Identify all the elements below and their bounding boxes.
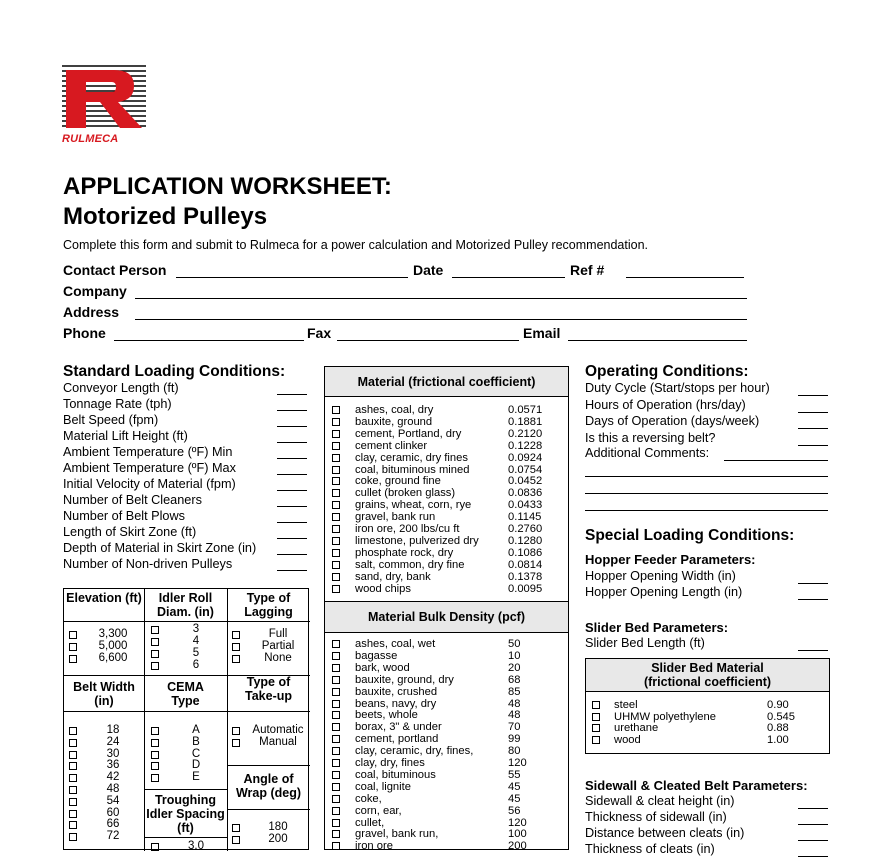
bulk-density-value: 45	[508, 780, 521, 793]
comments-field-1[interactable]	[724, 460, 828, 461]
material-checkbox[interactable]	[332, 430, 340, 438]
operating-item-label: Hours of Operation (hrs/day)	[585, 397, 746, 412]
material-coefficient: 0.0836	[508, 487, 543, 500]
bulk-density-value: 70	[508, 721, 521, 734]
bulk-material-name: ashes, coal, wet	[355, 638, 436, 650]
material-coefficient: 0.1881	[508, 415, 543, 428]
bulk-checkbox[interactable]	[332, 735, 340, 743]
beltwidth-checkbox[interactable]	[69, 739, 77, 747]
material-name: salt, common, dry fine	[355, 558, 465, 571]
troughing-option: 3.0	[188, 840, 204, 852]
comments-field-2[interactable]	[585, 476, 828, 477]
beltwidth-option: 60	[106, 806, 120, 819]
slider-checkbox[interactable]	[592, 701, 600, 709]
cema-checkbox[interactable]	[151, 762, 159, 770]
standard-item-label: Ambient Temperature (ºF) Min	[63, 445, 233, 459]
material-coefficient: 0.0814	[508, 558, 543, 571]
bulk-density-value: 99	[508, 733, 521, 746]
cema-option: A	[192, 724, 200, 736]
material-name: clay, ceramic, dry fines	[355, 451, 468, 464]
material-name: phosphate rock, dry	[355, 546, 454, 559]
comments-field-3[interactable]	[585, 493, 828, 494]
bulk-density-value: 120	[508, 757, 527, 769]
standard-item-label: Number of Non-driven Pulleys	[63, 557, 233, 571]
wrap-header: Angle of Wrap (deg)	[235, 772, 302, 800]
material-checkbox[interactable]	[332, 549, 340, 557]
standard-item-label: Conveyor Length (ft)	[63, 381, 179, 395]
standard-item-field[interactable]	[277, 410, 307, 411]
standard-item-field[interactable]	[277, 522, 307, 523]
material-coefficient: 0.1228	[508, 439, 543, 452]
standard-item-label: Tonnage Rate (tph)	[63, 397, 172, 411]
cema-option: D	[191, 759, 201, 772]
beltwidth-option: 18	[106, 724, 120, 736]
material-name: wood chips	[355, 582, 411, 595]
cema-option: E	[192, 771, 200, 784]
idler-header: Idler Roll Diam. (in)	[157, 591, 214, 619]
bulk-checkbox[interactable]	[332, 652, 340, 660]
elevation-checkbox[interactable]	[69, 655, 77, 663]
sidewall-item-field[interactable]	[798, 824, 828, 825]
bulk-checkbox[interactable]	[332, 676, 340, 684]
bulk-checkbox[interactable]	[332, 688, 340, 696]
standard-item-label: Material Lift Height (ft)	[63, 429, 188, 443]
phone-label: Phone	[63, 325, 106, 341]
bulk-density-value: 50	[508, 638, 521, 650]
standard-item-field[interactable]	[277, 426, 307, 427]
cema-checkbox[interactable]	[151, 751, 159, 759]
material-coefficient: 0.2120	[508, 427, 543, 440]
material-checkbox[interactable]	[332, 406, 340, 414]
standard-item-label: Depth of Material in Skirt Zone (in)	[63, 541, 257, 555]
beltwidth-option: 24	[106, 735, 120, 748]
lagging-checkbox[interactable]	[232, 643, 240, 651]
elevation-checkbox[interactable]	[69, 631, 77, 639]
rulmeca-logo	[62, 62, 148, 148]
material-checkbox[interactable]	[332, 561, 340, 569]
bulk-material-name: cement, portland	[355, 733, 439, 746]
fax-label: Fax	[307, 325, 332, 341]
standard-item-label: Belt Speed (fpm)	[63, 413, 159, 427]
bulk-material-name: cullet,	[355, 816, 385, 829]
options-table	[63, 588, 309, 850]
lagging-checkbox[interactable]	[232, 655, 240, 663]
operating-item-field[interactable]	[798, 395, 828, 396]
idler-option: 6	[192, 659, 200, 671]
bulk-material-name: bark, wood	[355, 661, 410, 674]
slider-item-label: Slider Bed Length (ft)	[585, 636, 705, 650]
bulk-material-name: bagasse	[355, 649, 398, 662]
troughing-header: Troughing Idler Spacing (ft)	[146, 793, 225, 835]
slider-material-header: Slider Bed Material (frictional coefficient)	[586, 659, 829, 692]
slider-material-name: wood	[614, 733, 641, 746]
contact-row-1	[63, 262, 753, 280]
operating-item-field[interactable]	[798, 412, 828, 413]
beltwidth-checkbox[interactable]	[69, 762, 77, 770]
beltwidth-checkbox[interactable]	[69, 810, 77, 818]
intro-text: Complete this form and submit to Rulmeca for a power calculation and Motorized Pulley recommendation.	[63, 238, 648, 252]
idler-option: 5	[192, 647, 200, 659]
material-name: ashes, coal, dry	[355, 404, 434, 416]
takeup-option: Manual	[259, 736, 297, 748]
beltwidth-header: Belt Width (in)	[73, 680, 135, 708]
standard-item-field[interactable]	[277, 474, 307, 475]
idler-checkbox[interactable]	[151, 662, 159, 670]
troughing-checkbox[interactable]	[151, 843, 159, 851]
operating-item-field[interactable]	[798, 445, 828, 446]
beltwidth-checkbox[interactable]	[69, 774, 77, 782]
bulk-checkbox[interactable]	[332, 783, 340, 791]
hopper-item-label: Hopper Opening Width (in)	[585, 569, 736, 583]
bulk-checkbox[interactable]	[332, 842, 340, 850]
brand-name: RULMECA	[62, 133, 119, 145]
idler-checkbox[interactable]	[151, 650, 159, 658]
beltwidth-option: 72	[106, 830, 120, 843]
slider-material-name: steel	[614, 699, 638, 711]
standard-item-field[interactable]	[277, 554, 307, 555]
material-name: sand, dry, bank	[355, 570, 431, 583]
special-heading: Special Loading Conditions:	[585, 527, 795, 544]
bulk-checkbox[interactable]	[332, 795, 340, 803]
bulk-density-value: 20	[508, 661, 521, 674]
takeup-checkbox[interactable]	[232, 739, 240, 747]
address-label: Address	[63, 304, 120, 320]
slider-material-name: UHMW polyethylene	[614, 710, 716, 723]
bulk-material-name: coal, bituminous	[355, 768, 436, 781]
material-checkbox[interactable]	[332, 454, 340, 462]
bulk-material-name: iron ore	[355, 840, 393, 853]
bulk-checkbox[interactable]	[332, 771, 340, 779]
hopper-heading: Hopper Feeder Parameters:	[585, 552, 756, 567]
sidewall-item-label: Sidewall & cleat height (in)	[585, 794, 735, 808]
takeup-checkbox[interactable]	[232, 727, 240, 735]
email-field[interactable]	[568, 340, 747, 341]
slider-material-name: urethane	[614, 722, 659, 734]
sidewall-item-label: Thickness of sidewall (in)	[585, 810, 727, 824]
lagging-header: Type of Lagging	[244, 591, 293, 619]
standard-item-field[interactable]	[277, 442, 307, 443]
operating-item-label: Days of Operation (days/week)	[585, 414, 760, 428]
company-field[interactable]	[135, 298, 747, 299]
bulk-checkbox[interactable]	[332, 723, 340, 731]
material-checkbox[interactable]	[332, 585, 340, 593]
bulk-material-name: bauxite, ground, dry	[355, 673, 454, 686]
idler-checkbox[interactable]	[151, 638, 159, 646]
elevation-header: Elevation (ft)	[66, 591, 142, 605]
sidewall-item-field[interactable]	[798, 808, 828, 809]
bulk-material-name: clay, dry, fines	[355, 757, 425, 769]
cema-option: C	[191, 747, 201, 760]
lagging-option: Partial	[261, 640, 295, 652]
page-title: APPLICATION WORKSHEET:	[63, 173, 392, 200]
operating-item-label: Duty Cycle (Start/stops per hour)	[585, 381, 770, 395]
lagging-option: None	[264, 652, 292, 664]
standard-heading: Standard Loading Conditions:	[63, 363, 286, 380]
hopper-item-field[interactable]	[798, 599, 828, 600]
bulk-checkbox[interactable]	[332, 759, 340, 767]
material-table	[324, 366, 569, 853]
cema-checkbox[interactable]	[151, 739, 159, 747]
sidewall-item-field[interactable]	[798, 856, 828, 857]
beltwidth-option: 54	[106, 794, 120, 807]
cema-header: CEMA Type	[167, 680, 204, 708]
bulk-density-value: 85	[508, 685, 521, 698]
operating-item-label: Is this a reversing belt?	[585, 430, 716, 445]
standard-item-label: Initial Velocity of Material (fpm)	[63, 477, 236, 491]
standard-item-field[interactable]	[277, 570, 307, 571]
bulk-material-name: coal, lignite	[355, 780, 411, 793]
sidewall-item-field[interactable]	[798, 840, 828, 841]
bulk-density-value: 48	[508, 709, 521, 722]
elevation-checkbox[interactable]	[69, 643, 77, 651]
standard-item-field[interactable]	[277, 394, 307, 395]
standard-item-field[interactable]	[277, 506, 307, 507]
material-checkbox[interactable]	[332, 573, 340, 581]
material-coefficient: 0.1086	[508, 546, 543, 559]
contact-person-label: Contact Person	[63, 262, 167, 278]
material-coefficient: 0.1145	[508, 511, 542, 524]
bulk-checkbox[interactable]	[332, 640, 340, 648]
contact-person-field[interactable]	[176, 277, 408, 278]
idler-option: 4	[192, 635, 200, 647]
slider-checkbox[interactable]	[592, 713, 600, 721]
wrap-checkbox[interactable]	[232, 824, 240, 832]
material-name: cement, Portland, dry	[355, 427, 462, 440]
slider-material-table	[585, 658, 830, 754]
bulk-density-header: Material Bulk Density (pcf)	[325, 601, 568, 633]
operating-item-field[interactable]	[798, 428, 828, 429]
material-checkbox[interactable]	[332, 466, 340, 474]
material-coefficient: 0.0452	[508, 475, 543, 488]
material-name: cullet (broken glass)	[355, 487, 456, 500]
beltwidth-option: 66	[106, 818, 120, 831]
standard-item-field[interactable]	[277, 458, 307, 459]
comments-field-4[interactable]	[585, 510, 828, 511]
material-name: cement clinker	[355, 439, 428, 452]
lagging-checkbox[interactable]	[232, 631, 240, 639]
operating-heading: Operating Conditions:	[585, 363, 749, 380]
cema-checkbox[interactable]	[151, 774, 159, 782]
material-coefficient: 0.0924	[508, 451, 543, 464]
cema-checkbox[interactable]	[151, 727, 159, 735]
bulk-checkbox[interactable]	[332, 664, 340, 672]
beltwidth-option: 48	[106, 783, 120, 795]
material-checkbox[interactable]	[332, 525, 340, 533]
bulk-density-value: 55	[508, 768, 521, 781]
idler-checkbox[interactable]	[151, 626, 159, 634]
material-coefficient: 0.2760	[508, 523, 543, 535]
date-field[interactable]	[452, 277, 565, 278]
elevation-option: 3,300	[98, 628, 128, 640]
wrap-option: 180	[268, 821, 288, 833]
beltwidth-option: 42	[106, 771, 120, 784]
slider-heading: Slider Bed Parameters:	[585, 620, 729, 635]
bulk-material-name: bauxite, crushed	[355, 685, 438, 698]
slider-coefficient: 0.545	[767, 710, 795, 723]
bulk-density-value: 100	[508, 828, 527, 841]
bulk-material-name: clay, ceramic, dry, fines,	[355, 745, 474, 758]
material-coefficient: 0.1280	[508, 534, 543, 547]
bulk-checkbox[interactable]	[332, 711, 340, 719]
material-coefficient: 0.1378	[508, 570, 543, 583]
fax-field[interactable]	[337, 340, 519, 341]
date-label: Date	[413, 262, 444, 278]
wrap-option: 200	[268, 833, 288, 845]
bulk-material-name: gravel, bank run,	[355, 828, 439, 841]
bulk-material-name: beans, navy, dry	[355, 697, 437, 710]
beltwidth-checkbox[interactable]	[69, 821, 77, 829]
elevation-option: 6,600	[98, 652, 128, 664]
slider-coefficient: 0.90	[767, 699, 789, 711]
bulk-material-name: coke,	[355, 792, 382, 805]
beltwidth-checkbox[interactable]	[69, 751, 77, 759]
beltwidth-option: 30	[106, 747, 120, 760]
standard-item-field[interactable]	[277, 538, 307, 539]
hopper-item-field[interactable]	[798, 583, 828, 584]
standard-item-label: Number of Belt Cleaners	[63, 493, 202, 507]
bulk-checkbox[interactable]	[332, 807, 340, 815]
bulk-density-value: 120	[508, 816, 527, 829]
material-checkbox[interactable]	[332, 489, 340, 497]
material-checkbox[interactable]	[332, 513, 340, 521]
phone-field[interactable]	[114, 340, 304, 341]
material-coefficient: 0.0433	[508, 499, 543, 512]
address-field[interactable]	[135, 319, 747, 320]
bulk-density-value: 45	[508, 792, 521, 805]
material-name: bauxite, ground	[355, 415, 433, 428]
material-name: iron ore, 200 lbs/cu ft	[355, 523, 460, 535]
bulk-checkbox[interactable]	[332, 819, 340, 827]
material-checkbox[interactable]	[332, 442, 340, 450]
bulk-material-name: borax, 3" & under	[355, 721, 442, 734]
contact-row-2	[63, 283, 753, 301]
contact-row-3	[63, 304, 753, 322]
material-checkbox[interactable]	[332, 537, 340, 545]
material-friction-header: Material (frictional coefficient)	[325, 367, 568, 397]
material-name: limestone, pulverized dry	[355, 534, 479, 547]
bulk-checkbox[interactable]	[332, 747, 340, 755]
hopper-item-label: Hopper Opening Length (in)	[585, 585, 743, 599]
slider-checkbox[interactable]	[592, 724, 600, 732]
bulk-density-value: 48	[508, 697, 521, 710]
slider-item-field[interactable]	[798, 650, 828, 651]
bulk-density-value: 56	[508, 804, 521, 817]
bulk-checkbox[interactable]	[332, 830, 340, 838]
email-label: Email	[523, 325, 561, 341]
slider-coefficient: 0.88	[767, 722, 789, 734]
comments-label: Additional Comments:	[585, 446, 710, 460]
sidewall-heading: Sidewall & Cleated Belt Parameters:	[585, 778, 808, 793]
beltwidth-checkbox[interactable]	[69, 727, 77, 735]
material-coefficient: 0.0571	[508, 404, 543, 416]
page-subtitle: Motorized Pulleys	[63, 203, 268, 230]
standard-item-field[interactable]	[277, 490, 307, 491]
beltwidth-option: 36	[106, 759, 120, 772]
slider-coefficient: 1.00	[767, 733, 789, 746]
material-name: grains, wheat, corn, rye	[355, 499, 472, 512]
takeup-header: Type of Take-up	[245, 675, 292, 703]
beltwidth-checkbox[interactable]	[69, 798, 77, 806]
idler-option: 3	[192, 623, 200, 635]
company-label: Company	[63, 283, 127, 299]
material-name: gravel, bank run	[355, 511, 436, 524]
beltwidth-checkbox[interactable]	[69, 786, 77, 794]
material-name: coal, bituminous mined	[355, 463, 470, 476]
cema-option: B	[192, 735, 200, 748]
beltwidth-checkbox[interactable]	[69, 833, 77, 841]
material-checkbox[interactable]	[332, 501, 340, 509]
standard-item-label: Ambient Temperature (ºF) Max	[63, 461, 236, 475]
bulk-density-value: 80	[508, 745, 521, 758]
standard-item-label: Number of Belt Plows	[63, 509, 185, 523]
material-coefficient: 0.0095	[508, 582, 543, 595]
takeup-option: Automatic	[252, 724, 304, 736]
bulk-density-value: 68	[508, 673, 521, 686]
wrap-checkbox[interactable]	[232, 836, 240, 844]
material-checkbox[interactable]	[332, 418, 340, 426]
material-checkbox[interactable]	[332, 477, 340, 485]
elevation-option: 5,000	[98, 640, 128, 652]
material-name: coke, ground fine	[355, 475, 441, 488]
ref-field[interactable]	[626, 277, 744, 278]
bulk-checkbox[interactable]	[332, 700, 340, 708]
contact-row-4	[63, 325, 753, 343]
bulk-material-name: beets, whole	[355, 709, 418, 722]
slider-checkbox[interactable]	[592, 736, 600, 744]
bulk-density-value: 10	[508, 649, 521, 662]
ref-label: Ref #	[570, 262, 605, 278]
bulk-density-value: 200	[508, 840, 527, 853]
sidewall-item-label: Distance between cleats (in)	[585, 826, 745, 840]
bulk-material-name: corn, ear,	[355, 804, 402, 817]
material-coefficient: 0.0754	[508, 463, 543, 476]
lagging-option: Full	[268, 628, 288, 640]
sidewall-item-label: Thickness of cleats (in)	[585, 842, 715, 856]
standard-item-label: Length of Skirt Zone (ft)	[63, 525, 197, 539]
